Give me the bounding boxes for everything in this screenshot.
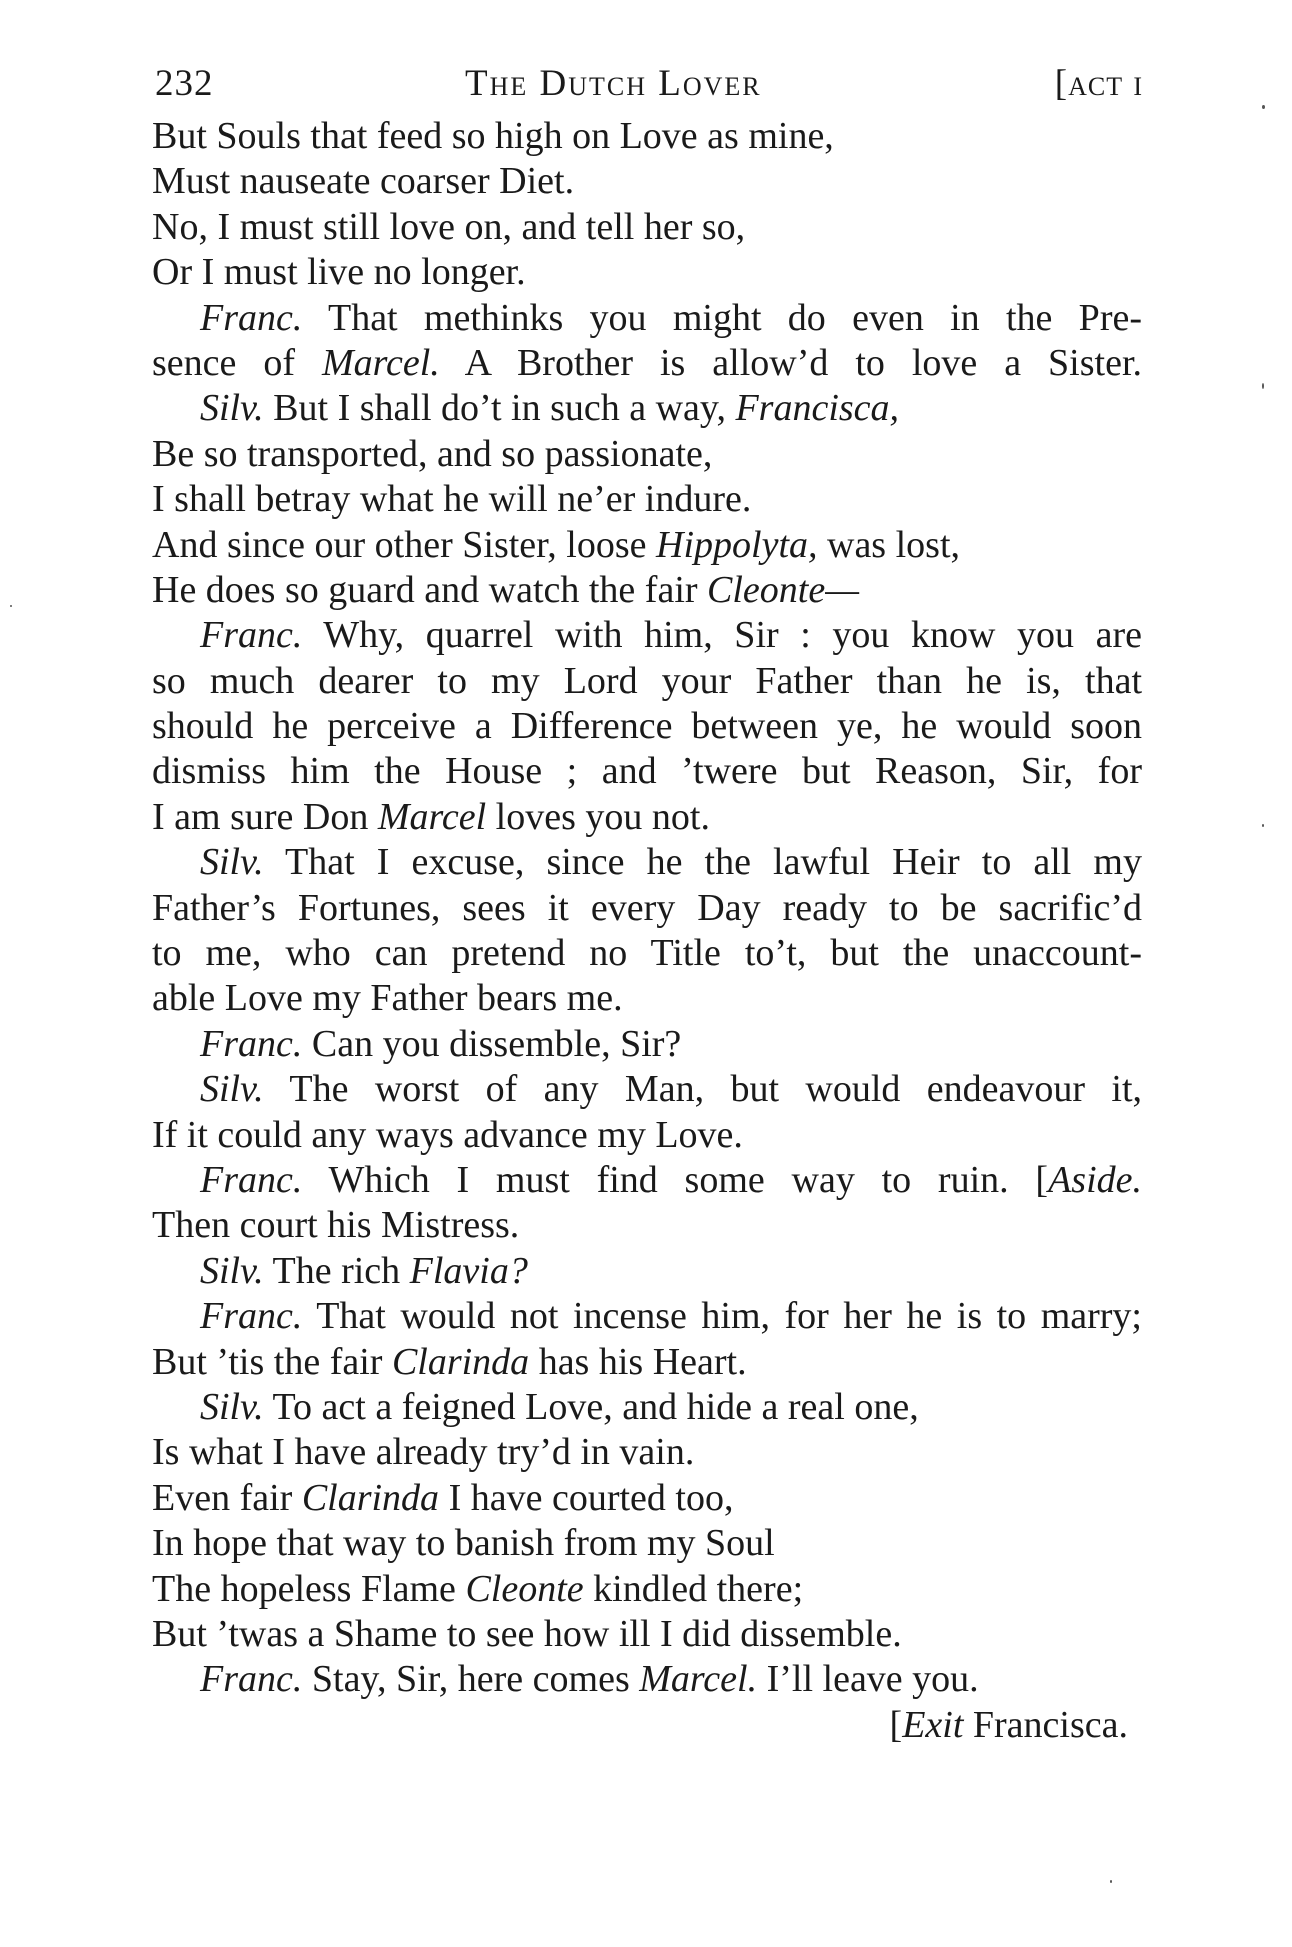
- text-line: able Love my Father bears me.: [152, 977, 623, 1020]
- speaker-name: Franc.: [200, 1022, 303, 1065]
- text-line: Franc. That would not incense him, for her he is to marry;: [200, 1295, 1142, 1338]
- act-marker: [act i: [1054, 63, 1143, 104]
- text-line: should he perceive a Difference between ye, he would soon: [152, 705, 1142, 748]
- text-line: Silv. That I excuse, since he the lawful Heir to all my: [200, 841, 1142, 884]
- speaker-name: Silv.: [200, 387, 264, 430]
- text-line: Be so transported, and so passionate,: [152, 432, 713, 475]
- text-line: In hope that way to banish from my Soul: [152, 1522, 775, 1565]
- speaker-name: Silv.: [200, 1249, 264, 1292]
- text-line: I am sure Don Marcel loves you not.: [152, 795, 710, 838]
- text-line: so much dearer to my Lord your Father than he is, that: [152, 659, 1142, 702]
- text-line: Is what I have already try’d in vain.: [152, 1431, 695, 1474]
- text-line: Franc. That methinks you might do even in the Pre-: [200, 296, 1142, 339]
- speaker-name: Franc.: [200, 614, 303, 657]
- text-line: Then court his Mistress.: [152, 1204, 520, 1247]
- text-line: Franc. Why, quarrel with him, Sir : you know you are: [200, 614, 1142, 657]
- speaker-name: Franc.: [200, 1658, 303, 1701]
- running-title: The Dutch Lover: [465, 63, 762, 104]
- speaker-name: Silv.: [200, 841, 264, 884]
- stage-direction: [Exit Francisca.: [889, 1703, 1128, 1746]
- text-line: No, I must still love on, and tell her so,: [152, 205, 746, 248]
- text-line: Silv. To act a feigned Love, and hide a real one,: [200, 1385, 919, 1428]
- speaker-name: Silv.: [200, 1385, 264, 1428]
- text-line: Must nauseate coarser Diet.: [152, 160, 575, 203]
- page-number: 232: [155, 63, 214, 104]
- text-line: The hopeless Flame Cleonte kindled there;: [152, 1567, 804, 1610]
- text-line: Silv. But I shall do’t in such a way, Francisca,: [200, 387, 900, 430]
- text-line: Silv. The worst of any Man, but would endeavour it,: [200, 1068, 1142, 1111]
- ink-speck: [10, 605, 12, 607]
- ink-speck: [1110, 1880, 1112, 1883]
- ink-speck: [1262, 824, 1264, 827]
- text-line: Franc. Which I must find some way to ruin. [Aside.: [200, 1158, 1142, 1201]
- text-line: Even fair Clarinda I have courted too,: [152, 1476, 734, 1519]
- speaker-name: Franc.: [200, 296, 303, 339]
- text-line: to me, who can pretend no Title to’t, but the unaccount-: [152, 932, 1142, 975]
- text-line: dismiss him the House ; and ’twere but Reason, Sir, for: [152, 750, 1142, 793]
- running-header: [155, 62, 1143, 110]
- play-text: [152, 114, 1142, 1748]
- text-line: I shall betray what he will ne’er indure.: [152, 478, 752, 521]
- text-line: But Souls that feed so high on Love as mine,: [152, 115, 834, 157]
- speaker-name: Franc.: [200, 1158, 303, 1201]
- text-line: And since our other Sister, loose Hippolyta, was lost,: [152, 523, 960, 566]
- text-line: He does so guard and watch the fair Cleonte—: [152, 568, 860, 611]
- speaker-name: Franc.: [200, 1295, 303, 1338]
- text-line: Silv. The rich Flavia?: [200, 1249, 528, 1292]
- ink-speck: [1262, 383, 1264, 389]
- text-line: Father’s Fortunes, sees it every Day ready to be sacrific’d: [152, 886, 1142, 929]
- text-line: But ’twas a Shame to see how ill I did dissemble.: [152, 1612, 902, 1655]
- text-line: But ’tis the fair Clarinda has his Heart.: [152, 1340, 747, 1383]
- text-line: Franc. Can you dissemble, Sir?: [200, 1022, 682, 1065]
- text-line: sence of Marcel. A Brother is allow’d to love a Sister.: [152, 341, 1143, 384]
- text-line: Franc. Stay, Sir, here comes Marcel. I’ll leave you.: [200, 1658, 979, 1701]
- speaker-name: Silv.: [200, 1068, 264, 1111]
- ink-speck: [1262, 105, 1265, 109]
- text-line: If it could any ways advance my Love.: [152, 1113, 743, 1156]
- text-line: Or I must live no longer.: [152, 251, 526, 294]
